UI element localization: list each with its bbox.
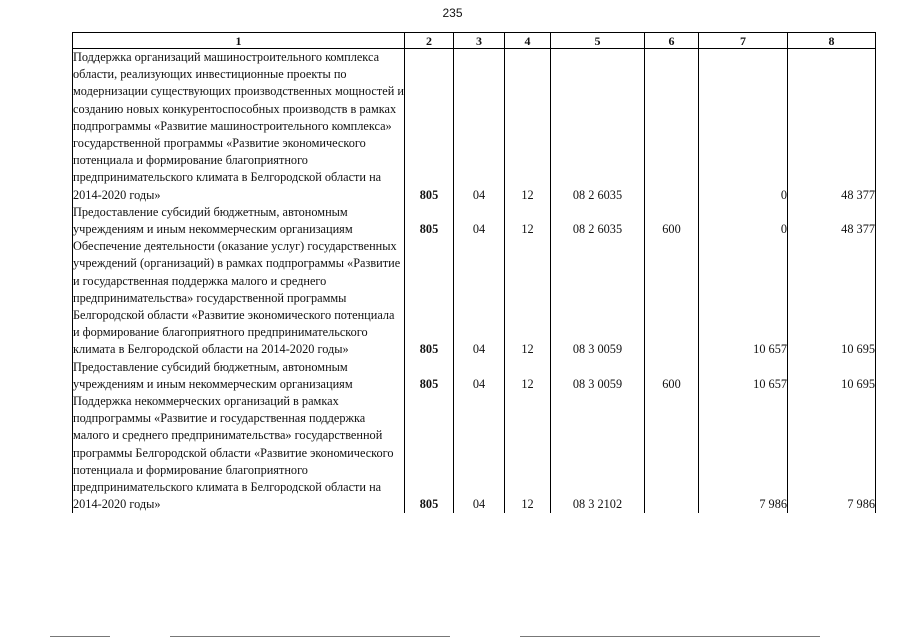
row-name-cell <box>73 49 405 204</box>
table-row <box>73 393 876 513</box>
ministry-code: 805 <box>405 359 454 393</box>
target-article-code: 08 2 6035 <box>551 204 645 238</box>
row-name-cell <box>73 204 405 238</box>
amount-col-8: 10 695 <box>788 238 876 358</box>
subsection-code: 12 <box>505 393 551 513</box>
scan-edge-line <box>520 636 820 637</box>
target-article-code: 08 3 2102 <box>551 393 645 513</box>
header-col-3: 3 <box>454 33 505 49</box>
table-row <box>73 49 876 204</box>
header-col-8: 8 <box>788 33 876 49</box>
row-name-cell <box>73 359 405 393</box>
header-col-7: 7 <box>699 33 788 49</box>
ministry-code: 805 <box>405 204 454 238</box>
ministry-code: 805 <box>405 393 454 513</box>
amount-col-7: 10 657 <box>699 359 788 393</box>
target-article-code: 08 2 6035 <box>551 49 645 204</box>
amount-col-7: 10 657 <box>699 238 788 358</box>
ministry-code: 805 <box>405 238 454 358</box>
section-code: 04 <box>454 359 505 393</box>
section-code: 04 <box>454 204 505 238</box>
expense-type-code <box>645 49 699 204</box>
expense-type-code <box>645 238 699 358</box>
expense-type-code: 600 <box>645 359 699 393</box>
subsection-code: 12 <box>505 49 551 204</box>
budget-table <box>72 32 876 513</box>
amount-col-8: 10 695 <box>788 359 876 393</box>
row-name-cell <box>73 393 405 513</box>
amount-col-7: 7 986 <box>699 393 788 513</box>
scan-edge-line <box>50 636 110 637</box>
amount-col-7: 0 <box>699 204 788 238</box>
amount-col-8: 48 377 <box>788 204 876 238</box>
header-col-5: 5 <box>551 33 645 49</box>
page-number: 235 <box>442 6 463 20</box>
section-code: 04 <box>454 238 505 358</box>
row-name: Предоставление субсидий бюджетным, автономным учреждениям и иным некоммерческим организациям <box>73 359 353 391</box>
subsection-code: 12 <box>505 238 551 358</box>
row-name: Обеспечение деятельности (оказание услуг) государственных учреждений (организаций) в рамках подпрограммы «Развитие и государственная поддержка малого и среднего предпринимательства» государственной программы Белгородской области «Развитие экономического потенциала и формирование благоприятного предпринимательского климата в Белгородской области на 2014-2020 годы» <box>73 239 401 357</box>
target-article-code: 08 3 0059 <box>551 359 645 393</box>
amount-col-8: 48 377 <box>788 49 876 204</box>
row-name: Поддержка некоммерческих организаций в рамках подпрограммы «Развитие и государственная поддержка малого и среднего предпринимательства» государственной программы Белгородской области «Развитие экономического потенциала и формирование благоприятного предпринимательского климата в Белгородской области на 2014-2020 годы» <box>73 394 394 512</box>
header-col-4: 4 <box>505 33 551 49</box>
table-row <box>73 238 876 358</box>
target-article-code: 08 3 0059 <box>551 238 645 358</box>
header-row <box>73 33 876 49</box>
amount-col-8: 7 986 <box>788 393 876 513</box>
header-col-1: 1 <box>73 33 405 49</box>
table-row <box>73 359 876 393</box>
expense-type-code: 600 <box>645 204 699 238</box>
row-name: Предоставление субсидий бюджетным, автономным учреждениям и иным некоммерческим организациям <box>73 204 353 237</box>
subsection-code: 12 <box>505 204 551 238</box>
header-col-2: 2 <box>405 33 454 49</box>
table-row <box>73 204 876 238</box>
ministry-code: 805 <box>405 49 454 204</box>
scan-edge-line <box>170 636 450 637</box>
subsection-code: 12 <box>505 359 551 393</box>
section-code: 04 <box>454 49 505 204</box>
header-col-6: 6 <box>645 33 699 49</box>
row-name: Поддержка организаций машиностроительного комплекса области, реализующих инвестиционные проекты по модернизации существующих производственных мощностей и созданию новых конкурентоспособных производств в рамках подпрограммы «Развитие машиностроительного комплекса» государственной программы «Развитие экономического потенциала и формирование благоприятного предпринимательского климата в Белгородской области на 2014-2020 годы» <box>73 50 404 202</box>
row-name-cell <box>73 238 405 358</box>
expense-type-code <box>645 393 699 513</box>
amount-col-7: 0 <box>699 49 788 204</box>
section-code: 04 <box>454 393 505 513</box>
